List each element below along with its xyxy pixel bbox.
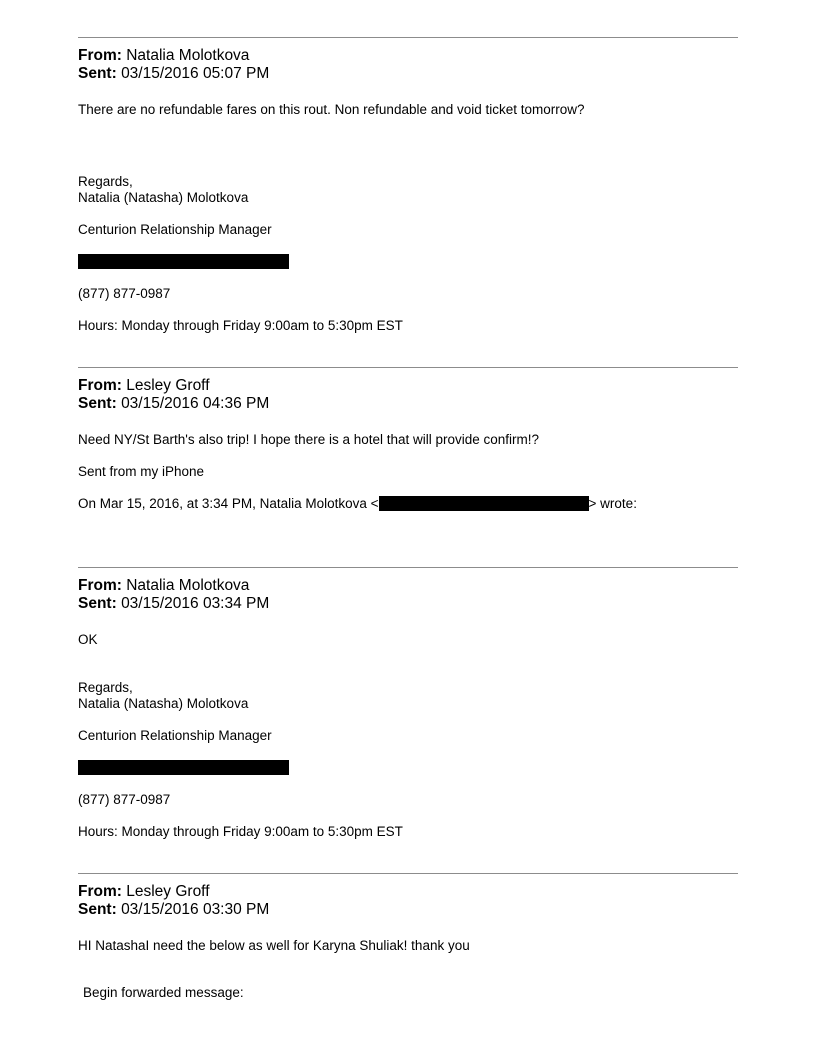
message-from	[78, 577, 249, 595]
sent-label: Sent:	[78, 395, 117, 412]
message-divider	[78, 873, 738, 874]
message-body: OK	[78, 632, 98, 647]
signature-phone: (877) 877-0987	[78, 792, 171, 807]
signature-regards: Regards,	[78, 680, 133, 695]
redaction-bar	[78, 760, 289, 775]
message-divider	[78, 37, 738, 38]
signature-name: Natalia (Natasha) Molotkova	[78, 696, 249, 711]
signature-regards: Regards,	[78, 174, 133, 189]
sent-label: Sent:	[78, 595, 117, 612]
message-from	[78, 47, 249, 65]
message-divider	[78, 567, 738, 568]
message-body: Need NY/St Barth's also trip! I hope there is a hotel that will provide confirm!?	[78, 432, 540, 447]
signature-title: Centurion Relationship Manager	[78, 222, 272, 237]
message-body: HI NatashaI need the below as well for Karyna Shuliak! thank you	[78, 938, 470, 953]
message-sent	[78, 901, 269, 919]
from-label: From:	[78, 47, 122, 64]
from-label: From:	[78, 577, 122, 594]
message-body: There are no refundable fares on this rout. Non refundable and void ticket tomorrow?	[78, 102, 585, 117]
quote-prefix: On Mar 15, 2016, at 3:34 PM, Natalia Molotkova <	[78, 496, 379, 511]
message-sent	[78, 595, 269, 613]
signature-phone: (877) 877-0987	[78, 286, 171, 301]
redaction-bar	[78, 254, 289, 269]
signature-title: Centurion Relationship Manager	[78, 728, 272, 743]
message-divider	[78, 367, 738, 368]
from-label: From:	[78, 377, 122, 394]
forwarded-message-label: Begin forwarded message:	[83, 985, 244, 1000]
message-body-signoff: Sent from my iPhone	[78, 464, 205, 479]
redaction-bar	[379, 496, 589, 511]
signature-name: Natalia (Natasha) Molotkova	[78, 190, 249, 205]
from-name: Lesley Groff	[126, 377, 210, 394]
message-sent	[78, 395, 269, 413]
from-label: From:	[78, 883, 122, 900]
quote-suffix: > wrote:	[588, 496, 637, 511]
sent-label: Sent:	[78, 65, 117, 82]
sent-timestamp: 03/15/2016 03:30 PM	[121, 901, 270, 918]
sent-timestamp: 03/15/2016 04:36 PM	[121, 395, 270, 412]
signature-hours: Hours: Monday through Friday 9:00am to 5:30pm EST	[78, 318, 403, 333]
from-name: Lesley Groff	[126, 883, 210, 900]
message-from	[78, 377, 210, 395]
sent-label: Sent:	[78, 901, 117, 918]
message-sent	[78, 65, 269, 83]
sent-timestamp: 03/15/2016 05:07 PM	[121, 65, 270, 82]
from-name: Natalia Molotkova	[126, 47, 250, 64]
signature-hours: Hours: Monday through Friday 9:00am to 5:30pm EST	[78, 824, 403, 839]
sent-timestamp: 03/15/2016 03:34 PM	[121, 595, 270, 612]
message-from	[78, 883, 210, 901]
quote-attribution	[78, 496, 637, 512]
from-name: Natalia Molotkova	[126, 577, 250, 594]
